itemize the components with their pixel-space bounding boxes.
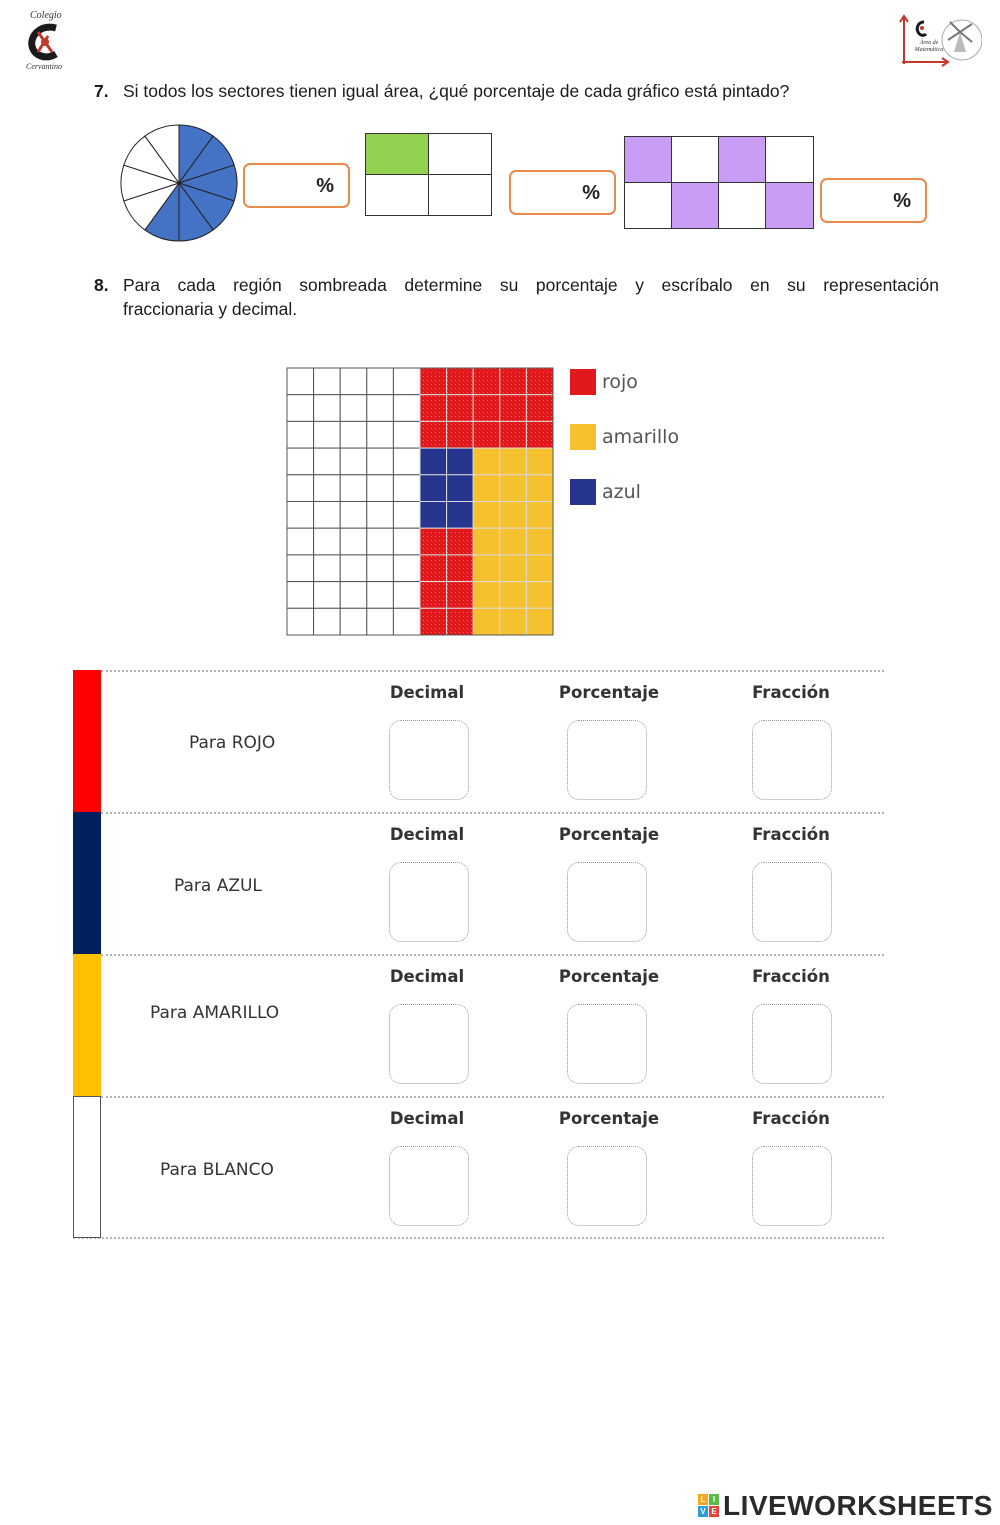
blue-fraction-input[interactable] xyxy=(752,862,832,942)
header-percent: Porcentaje xyxy=(558,825,660,844)
grid-cell-yellow xyxy=(473,448,500,475)
answer-box-rect[interactable] xyxy=(509,170,616,215)
grid-cell-yellow xyxy=(526,528,553,555)
grid-cell-white xyxy=(393,368,420,395)
row-color-bar-blue xyxy=(73,812,101,954)
grid-cell-white xyxy=(314,502,341,529)
grid-cell-white xyxy=(287,421,314,448)
header-percent: Porcentaje xyxy=(558,967,660,986)
row-label-white: Para BLANCO xyxy=(160,1160,274,1180)
answer-box-pie[interactable] xyxy=(243,163,350,208)
grid-cell-white xyxy=(314,475,341,502)
grid-cell-red xyxy=(473,368,500,395)
grid-cell-white xyxy=(340,502,367,529)
grid-cell-white xyxy=(340,395,367,422)
checker-grid-figure xyxy=(624,136,814,229)
header-decimal: Decimal xyxy=(389,1109,465,1128)
grid-cell-yellow xyxy=(473,502,500,529)
rect-grid-cell xyxy=(428,174,492,216)
grid-cell-red xyxy=(420,582,447,609)
legend-label-yellow: amarillo xyxy=(602,426,680,448)
badge-letter: V xyxy=(698,1506,708,1517)
grid-cell-white xyxy=(393,528,420,555)
header-decimal: Decimal xyxy=(389,683,465,702)
grid-cell-blue xyxy=(420,448,447,475)
row-color-bar-white xyxy=(73,1096,101,1238)
answer-box-checker[interactable] xyxy=(820,178,927,223)
grid-cell-blue xyxy=(420,475,447,502)
grid-cell-white xyxy=(367,368,394,395)
grid-cell-yellow xyxy=(500,582,527,609)
grid-cell-white xyxy=(340,368,367,395)
red-fraction-input[interactable] xyxy=(752,720,832,800)
row-color-bar-yellow xyxy=(73,954,101,1096)
liveworksheets-wordmark: LIVEWORKSHEETS xyxy=(723,1490,993,1521)
grid-cell-blue xyxy=(420,502,447,529)
hundred-grid-figure xyxy=(286,367,556,638)
school-crest-icon xyxy=(28,22,62,62)
grid-cell-white xyxy=(314,395,341,422)
question-8-text-line1: Para cada región sombreada determine su porcentaje y escríbalo en su representación xyxy=(123,275,939,295)
grid-cell-red xyxy=(473,395,500,422)
grid-cell-red xyxy=(447,395,474,422)
grid-cell-yellow xyxy=(473,555,500,582)
grid-cell-white xyxy=(314,528,341,555)
grid-cell-white xyxy=(287,448,314,475)
rect-grid-cell xyxy=(428,133,492,175)
checker-cell-shaded xyxy=(624,136,672,183)
checker-cell xyxy=(718,182,766,229)
grid-cell-red xyxy=(447,555,474,582)
question-8 xyxy=(94,273,939,325)
grid-cell-red xyxy=(447,582,474,609)
table-divider xyxy=(101,812,884,814)
question-7-text: Si todos los sectores tienen igual área, ¿qué porcentaje de cada gráfico está pintado? xyxy=(123,81,790,101)
grid-cell-white xyxy=(287,395,314,422)
rect-grid-cell-shaded xyxy=(365,133,429,175)
grid-cell-red xyxy=(500,395,527,422)
grid-cell-red xyxy=(526,368,553,395)
grid-cell-white xyxy=(340,448,367,475)
grid-cell-red xyxy=(420,555,447,582)
grid-cell-yellow xyxy=(500,502,527,529)
percent-symbol: % xyxy=(316,175,334,197)
grid-cell-white xyxy=(287,475,314,502)
red-decimal-input[interactable] xyxy=(389,720,469,800)
grid-cell-white xyxy=(393,421,420,448)
badge-letter: I xyxy=(709,1494,719,1505)
white-percent-input[interactable] xyxy=(567,1146,647,1226)
rect-grid-cell xyxy=(365,174,429,216)
grid-cell-yellow xyxy=(526,448,553,475)
checker-cell-shaded xyxy=(765,182,814,229)
grid-cell-white xyxy=(367,448,394,475)
checker-cell xyxy=(765,136,814,183)
legend-label-red: rojo xyxy=(602,371,638,393)
grid-cell-yellow xyxy=(473,528,500,555)
checker-cell-shaded xyxy=(718,136,766,183)
yellow-decimal-input[interactable] xyxy=(389,1004,469,1084)
grid-cell-yellow xyxy=(526,475,553,502)
grid-cell-yellow xyxy=(526,502,553,529)
red-percent-input[interactable] xyxy=(567,720,647,800)
grid-cell-white xyxy=(393,448,420,475)
grid-cell-red xyxy=(526,421,553,448)
grid-cell-white xyxy=(367,582,394,609)
white-fraction-input[interactable] xyxy=(752,1146,832,1226)
grid-cell-white xyxy=(287,502,314,529)
grid-cell-red xyxy=(473,421,500,448)
grid-cell-white xyxy=(367,502,394,529)
legend-swatch-blue xyxy=(570,479,596,505)
liveworksheets-badge-icon xyxy=(698,1494,720,1518)
pie-fraction-figure xyxy=(118,122,240,244)
grid-cell-white xyxy=(340,608,367,635)
header-fraction: Fracción xyxy=(752,1109,830,1128)
header-fraction: Fracción xyxy=(752,825,830,844)
header-decimal: Decimal xyxy=(389,967,465,986)
school-logo-text-bottom: Cervantino xyxy=(26,62,62,71)
grid-cell-yellow xyxy=(500,528,527,555)
grid-cell-red xyxy=(447,528,474,555)
row-label-yellow: Para AMARILLO xyxy=(150,1003,280,1023)
yellow-fraction-input[interactable] xyxy=(752,1004,832,1084)
white-decimal-input[interactable] xyxy=(389,1146,469,1226)
blue-percent-input[interactable] xyxy=(567,862,647,942)
grid-cell-white xyxy=(340,475,367,502)
grid-cell-white xyxy=(393,555,420,582)
table-divider xyxy=(101,670,884,672)
school-logo-text-top: Colegio xyxy=(30,10,62,21)
grid-cell-white xyxy=(393,502,420,529)
grid-cell-white xyxy=(287,368,314,395)
grid-cell-yellow xyxy=(500,608,527,635)
grid-cell-white xyxy=(340,555,367,582)
grid-cell-yellow xyxy=(500,555,527,582)
grid-cell-red xyxy=(447,608,474,635)
grid-cell-white xyxy=(393,395,420,422)
grid-cell-white xyxy=(287,582,314,609)
grid-cell-white xyxy=(367,421,394,448)
grid-cell-yellow xyxy=(526,582,553,609)
grid-cell-red xyxy=(526,395,553,422)
grid-cell-red xyxy=(447,368,474,395)
yellow-percent-input[interactable] xyxy=(567,1004,647,1084)
grid-cell-white xyxy=(367,395,394,422)
grid-cell-white xyxy=(367,528,394,555)
grid-cell-white xyxy=(393,475,420,502)
row-label-red: Para ROJO xyxy=(189,733,276,753)
grid-cell-white xyxy=(340,582,367,609)
legend-swatch-red xyxy=(570,369,596,395)
grid-cell-white xyxy=(367,608,394,635)
grid-cell-blue xyxy=(447,448,474,475)
grid-cell-yellow xyxy=(473,475,500,502)
grid-cell-red xyxy=(500,368,527,395)
grid-cell-red xyxy=(420,395,447,422)
table-divider xyxy=(101,1096,884,1098)
grid-cell-yellow xyxy=(526,608,553,635)
grid-cell-white xyxy=(314,368,341,395)
grid-cell-white xyxy=(367,475,394,502)
checker-cell-shaded xyxy=(671,182,719,229)
grid-cell-red xyxy=(500,421,527,448)
percent-symbol: % xyxy=(893,190,911,212)
header-percent: Porcentaje xyxy=(558,1109,660,1128)
grid-cell-yellow xyxy=(526,555,553,582)
checker-cell xyxy=(624,182,672,229)
grid-cell-white xyxy=(367,555,394,582)
grid-cell-red xyxy=(420,608,447,635)
badge-letter: L xyxy=(698,1494,708,1505)
grid-cell-blue xyxy=(447,475,474,502)
liveworksheets-brand xyxy=(698,1486,993,1525)
grid-cell-yellow xyxy=(500,448,527,475)
badge-letter: E xyxy=(709,1506,719,1517)
grid-cell-white xyxy=(314,421,341,448)
grid-cell-blue xyxy=(447,502,474,529)
header-decimal: Decimal xyxy=(389,825,465,844)
question-7 xyxy=(94,79,954,105)
question-8-number: 8. xyxy=(94,275,109,295)
blue-decimal-input[interactable] xyxy=(389,862,469,942)
grid-cell-red xyxy=(420,368,447,395)
header-fraction: Fracción xyxy=(752,967,830,986)
grid-cell-white xyxy=(340,421,367,448)
grid-cell-white xyxy=(314,608,341,635)
rect-grid-figure xyxy=(365,133,492,216)
grid-cell-white xyxy=(340,528,367,555)
grid-cell-red xyxy=(420,421,447,448)
table-divider xyxy=(73,1237,884,1239)
grid-cell-yellow xyxy=(473,582,500,609)
grid-cell-white xyxy=(314,448,341,475)
grid-cell-white xyxy=(393,608,420,635)
row-color-bar-red xyxy=(73,670,101,812)
question-8-text-line2: fraccionaria y decimal. xyxy=(123,299,298,319)
legend-swatch-yellow xyxy=(570,424,596,450)
school-logo xyxy=(22,10,70,72)
grid-cell-white xyxy=(287,528,314,555)
grid-cell-white xyxy=(287,555,314,582)
math-logo-text: Área de Matemática xyxy=(914,40,944,53)
grid-cell-white xyxy=(314,555,341,582)
grid-cell-red xyxy=(447,421,474,448)
table-divider xyxy=(101,954,884,956)
checker-cell xyxy=(671,136,719,183)
grid-cell-white xyxy=(287,608,314,635)
header-percent: Porcentaje xyxy=(558,683,660,702)
grid-cell-white xyxy=(314,582,341,609)
percent-symbol: % xyxy=(582,182,600,204)
math-area-logo xyxy=(898,12,982,70)
header-fraction: Fracción xyxy=(752,683,830,702)
grid-cell-white xyxy=(393,582,420,609)
grid-cell-red xyxy=(420,528,447,555)
grid-cell-yellow xyxy=(473,608,500,635)
row-label-blue: Para AZUL xyxy=(174,876,262,896)
grid-cell-yellow xyxy=(500,475,527,502)
legend-label-blue: azul xyxy=(602,481,641,503)
question-7-number: 7. xyxy=(94,81,109,101)
